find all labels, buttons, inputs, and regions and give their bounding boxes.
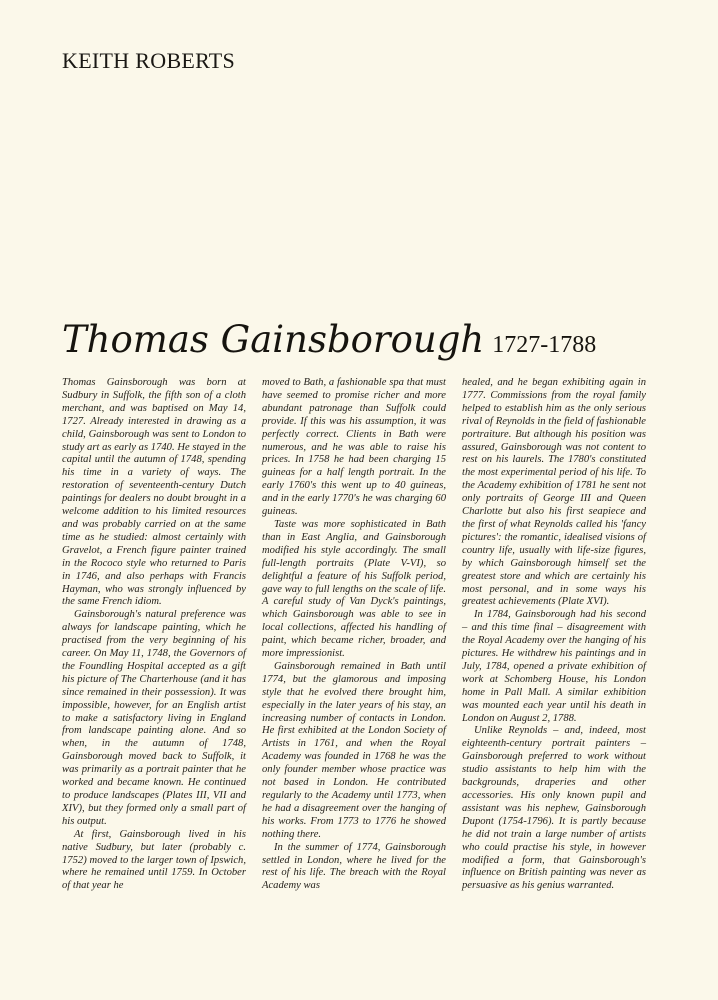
text-column-2 [262, 377, 446, 893]
paragraph: In the summer of 1774, Gainsborough settled in London, where he lived for the rest of his life. The breach with the Royal Academy was [262, 841, 446, 892]
paragraph: healed, and he began exhibiting again in 1777. Commissions from the royal family helped to establish him as the only serious rival of Reynolds in the field of fashionable portraiture. But although his position was assured, Gainsborough was not content to rest on his laurels. The 1780's constituted the most experimental period of his life. To the Academy exhibition of 1781 he sent not only portraits of George III and Queen Charlotte but also his first seapiece and the first of what Reynolds called his 'fancy pictures': the romantic, idealised visions of country life, usually with life-size figures, by which Gainsborough himself set the greatest store and which are certainly his most personal, and in some ways his greatest achievements (Plate XVI). [462, 377, 646, 608]
paragraph: moved to Bath, a fashionable spa that must have seemed to promise richer and more abundant patronage than Suffolk could provide. If this was his assumption, it was perfectly correct. Clients in Bath were numerous, and he was able to raise his prices. In 1758 he had been charging 15 guineas for a half length portrait. In the early 1760's this went up to 40 guineas, and in the early 1770's he was charging 60 guineas. [262, 377, 446, 518]
paragraph: Unlike Reynolds – and, indeed, most eighteenth-century portrait painters – Gainsborough preferred to work without studio assistants to help him with the backgrounds, draperies and other accessories. His only known pupil and assistant was his nephew, Gainsborough Dupont (1754-1796). It is partly because he did not train a large number of artists who could practise his style, in however modified a form, that Gainsborough's influence on British painting was never as persuasive as his genius warranted. [462, 725, 646, 892]
text-column-3 [462, 377, 646, 893]
text-column-1 [62, 377, 246, 893]
article-title: Thomas Gainsborough [62, 318, 485, 361]
article-heading [62, 318, 692, 361]
paragraph: Taste was more sophisticated in Bath than in East Anglia, and Gainsborough modified his style accordingly. The small full-length portraits (Plate V-VI), so delightful a feature of his Suffolk period, gave way to full lengths on the scale of life. A careful study of Van Dyck's paintings, which Gainsborough was able to see in local collections, affected his handling of paint, which became richer, broader, and more impressionist. [262, 518, 446, 660]
paragraph: Gainsborough remained in Bath until 1774, but the glamorous and imposing style that he evolved there brought him, especially in the later years of his stay, an increasing number of contacts in London. He first exhibited at the London Society of Artists in 1761, and when the Royal Academy was founded in 1768 he was the only founder member whose practice was not based in London. He contributed regularly to the Academy until 1773, when he had a disagreement over the hanging of his works. From 1773 to 1776 he showed nothing there. [262, 660, 446, 840]
article-dates: 1727-1788 [492, 332, 597, 358]
paragraph: Gainsborough's natural preference was always for landscape painting, which he practised from the very beginning of his career. On May 11, 1748, the Governors of the Foundling Hospital accepted as a gift his picture of The Charterhouse (and it has since remained in their possession). It was impossible, however, for an English artist to make a satisfactory living in England from landscape painting alone. And so when, in the autumn of 1748, Gainsborough moved back to Suffolk, it was primarily as a portrait painter that he worked and became known. He continued to produce landscapes (Plates III, VII and XIV), but they formed only a small part of his output. [62, 609, 246, 827]
author-name: KEITH ROBERTS [62, 48, 236, 73]
paragraph: Thomas Gainsborough was born at Sudbury in Suffolk, the fifth son of a cloth merchant, and was baptised on May 14, 1727. Already interested in drawing as a child, Gainsborough was sent to London to study art as early as 1740. He stayed in the capital until the autumn of 1748, spending his time in a variety of ways. The restoration of seventeenth-century Dutch paintings for dealers no doubt brought in a welcome addition to his limited resources and was probably carried on at the same time as he studied: almost certainly with Gravelot, a French figure painter trained in the Rococo style who returned to Paris in 1746, and also perhaps with Francis Hayman, who was strongly influenced by the same French idiom. [62, 377, 246, 608]
body-columns [62, 377, 646, 893]
paragraph: At first, Gainsborough lived in his native Sudbury, but later (probably c. 1752) moved to the larger town of Ipswich, where he remained until 1759. In October of that year he [62, 828, 246, 892]
paragraph: In 1784, Gainsborough had his second – and this time final – disagreement with the Royal Academy over the hanging of his pictures. He withdrew his paintings and in July, 1784, opened a private exhibition of work at Schomberg House, his London home in Pall Mall. A similar exhibition was mounted each year until his death in London on August 2, 1788. [462, 609, 646, 724]
